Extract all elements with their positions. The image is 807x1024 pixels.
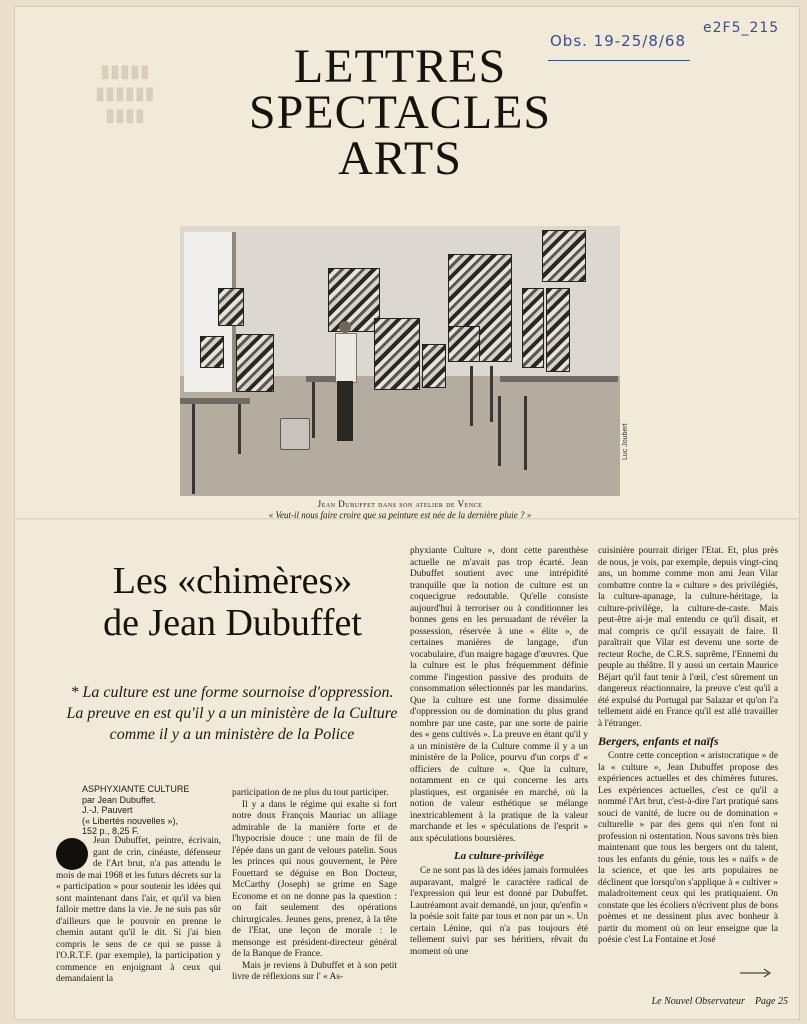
article-column-3 [410,546,588,958]
page-footer [600,996,788,1007]
painting-canvas [542,230,586,282]
masthead-line-1: LETTRES [293,40,507,93]
paragraph: cuisinière pourrait diriger l'Etat. Et, plus près de nous, je vois, par exemple, depuis vingt-cinq ans, un homme comme mon ami Jean Vilar combattre contre la « culture » des privilégiés, la culture-apanage, la culture-héritage, la culture-privilège, la culture-de-caste. Mais peut-être ai-je mal entendu ce qu'il disait, et mal compris ce qu'il essayait de faire. Il paraîtrait que Vilar est devenu une sorte de recteur Roche, de C.R.S. suprême, l'Ennemi du peuple au théâtre. Il y aussi un certain Maurice Béjart qu'il faut tenir à l'œil, c'est sûrement un dangereux réactionnaire, la preuve c'est qu'il a été expulsé du Portugal par Salazar et qu'on l'a tellement aidé en France qu'il est allé travailler à l'étranger. [598,546,778,729]
archive-reference-note: Obs. 19-25/8/68 [550,32,687,50]
table-leg [192,404,195,494]
subheading-culture-privilege: La culture-privilège [453,850,545,862]
article-headline [60,560,405,644]
photo-floor [180,376,620,496]
paragraph: participation de ne plus du tout participer. [232,788,389,798]
paragraph: phyxiante Culture », dont cette parenthèse actuelle ne m'avait pas trop écarté. Jean Dubuffet soutient avec une intrépidité tranquille que la notion de culture est un coquecigrue redoutable. Qu'elle consiste aujourd'hui à terroriser ou à conditionner les bonnes gens en les persuadant de révéler la possession, réservée à une « élite », de certaines manières de langage, d'un vocabulaire, d'un maigre bagage d'œuvres. Que la culture est le plus fréquemment définie comme l'ingestion passive des produits de consommation sélectionnés par les mandarins. Que la culture est une forme dissimulée d'oppression ou de domination du plus grand nombre par une caste, par une sorte de pairie des « gens cultivés ». La preuve en étant qu'il y a un ministère de la Culture comme il y a un ministère de la Police, pourvu d'un corps d' « officiers de culture ». Que la culture, notamment en ce qui concerne les arts plastiques, est organisée en marché, où la notion de valeur esthétique se mélange inextricablement à la pratique de la valeur marchande et les « spéculations de l'esprit » aux spéculations boursières. [410,546,588,844]
stool-leg [498,396,501,466]
stool-leg [470,366,473,426]
article-column-1 [56,836,221,986]
article-column-4 [598,546,778,947]
headline-line-1: Les «chimères» [112,560,353,602]
table-leg [238,404,241,454]
painting-canvas [236,334,274,392]
stool-leg [524,396,527,470]
painting-canvas [522,288,544,368]
section-masthead [180,40,620,185]
book-details: 152 p., 8,25 F. [82,826,140,836]
paragraph: Mais je reviens à Dubuffet et à son petit livre de réflexions sur l' « As- [232,960,397,982]
paragraph: Ce ne sont pas là des idées jamais formulées auparavant, malgré le caractère radical de l'expression qui leur est donné par Dubuffet. Lautréamont avait demandé, un jour, qu'enfin « la poésie soit faite par tous et non par un ». Un certain Lénine, qui n'a pas toujours été tellement suivi par ses héritiers, rêvait du moment où une [410,866,588,957]
painting-canvas [422,344,446,388]
paragraph: Jean Dubuffet, peintre, écrivain, gant de crin, cinéaste, défenseur de l'Art brut, n'a pas attendu le mois de mai 1968 et les futurs décrets sur la « participation » pour soutenir les idées qui sont maintenant dans l'air, et qu'il va bien falloir mettre dans la vie. Je ne suis pas sûr d'ailleurs que le pouvoir en prenne le chemin autant qu'il le dit. Si j'ai bien compris le sens de ce qui se passe à l'O.R.T.F. (par exemple), la participation y commence en enjoignant à ceux qui demandaient la [56,836,221,984]
painting-canvas [374,318,420,390]
photo-caption [180,499,620,521]
stool-leg [490,366,493,422]
stool-leg [312,382,315,438]
masthead-line-3: ARTS [338,132,462,185]
book-title: ASPHYXIANTE CULTURE [82,784,190,794]
paragraph: Il y a dans le régime qui exalte si fort notre doux François Mauriac un alliage admirable de la manière forte et de l'hypocrisie douce : une main de fil de l'épée dans un gant de velours patelin. Sous les princes qui nous gouvernent, le Père Fouettard se déguise en Bon Docteur, McCarthy (Joseph) se grime en Sage Econome et on ne donne pas la question : on fait seulement des opérations chirurgicales. Jeunes gens, prenez, à la tête de l'Etat, une leçon de morale : le mensonge est président-directeur général de la Banque de France. [232,799,397,959]
publication-name: Le Nouvel Observateur [651,996,745,1007]
caption-line-2: « Veut-il nous faire croire que sa peinture est née de la dernière pluie ? » [268,510,532,520]
photo-credit: Luc Joubert [622,423,629,460]
book-series: (« Libertés nouvelles »), [82,815,179,826]
page-number: Page 25 [754,996,788,1007]
dropcap-ornament [56,838,88,870]
painting-canvas [546,288,570,372]
masthead-line-2: SPECTACLES [248,86,552,139]
painting-canvas [218,288,244,326]
painting-canvas [200,336,224,368]
paragraph-with-dropcap [56,836,221,986]
book-reference [82,784,222,837]
headline-line-2: de Jean Dubuffet [103,602,362,644]
studio-photograph [180,226,620,496]
article-column-2 [232,788,397,984]
work-table [500,376,618,382]
paragraph: Contre cette conception « aristocratique » de la « culture », Jean Dubuffet propose des expériences actuelles et des chimères futures. Les expériences actuelles, c'est ce qu'il a nommé l'Art brut, c'est-à-dire l'art pratiqué sans souci de vanité, de lucre ou de domination « culturelle » par des gens qui n'en font ni profession ni ostentation. Nous savons très bien maintenant que tous les bergers ont du talent, tous les enfants du génie, tous les « naïfs » de la science, et que les arts populaires ne déclinent que lorsqu'on s'applique à « cultiver » maladroitement ceux qui les pratiquaient. On constate que les écoliers n'écrivent plus de bons poèmes et ne dessinent plus avec bonheur à partir du moment où on leur enseigne que la poésie c'est La Fontaine et José [598,751,778,945]
artist-figure [332,321,358,441]
archive-code-note: e2F5_215 [703,20,780,36]
book-publisher: J.-J. Pauvert [82,805,133,815]
painting-canvas [448,326,480,362]
paint-bucket [280,418,310,450]
subheading-bergers: Bergers, enfants et naïfs [598,734,719,748]
continue-arrow-icon [740,968,772,978]
book-author: par Jean Dubuffet. [82,794,156,805]
bleed-through-shadow: ▮▮▮▮▮ ▮▮▮▮▮▮ ▮▮▮▮ [95,61,155,125]
article-standfirst: * La culture est une forme sournoise d'oppression. La preuve en est qu'il y a un ministère de la Culture comme il y a un ministère de la Police [66,684,398,743]
caption-line-1: Jean Dubuffet dans son atelier de Vence [317,499,483,509]
